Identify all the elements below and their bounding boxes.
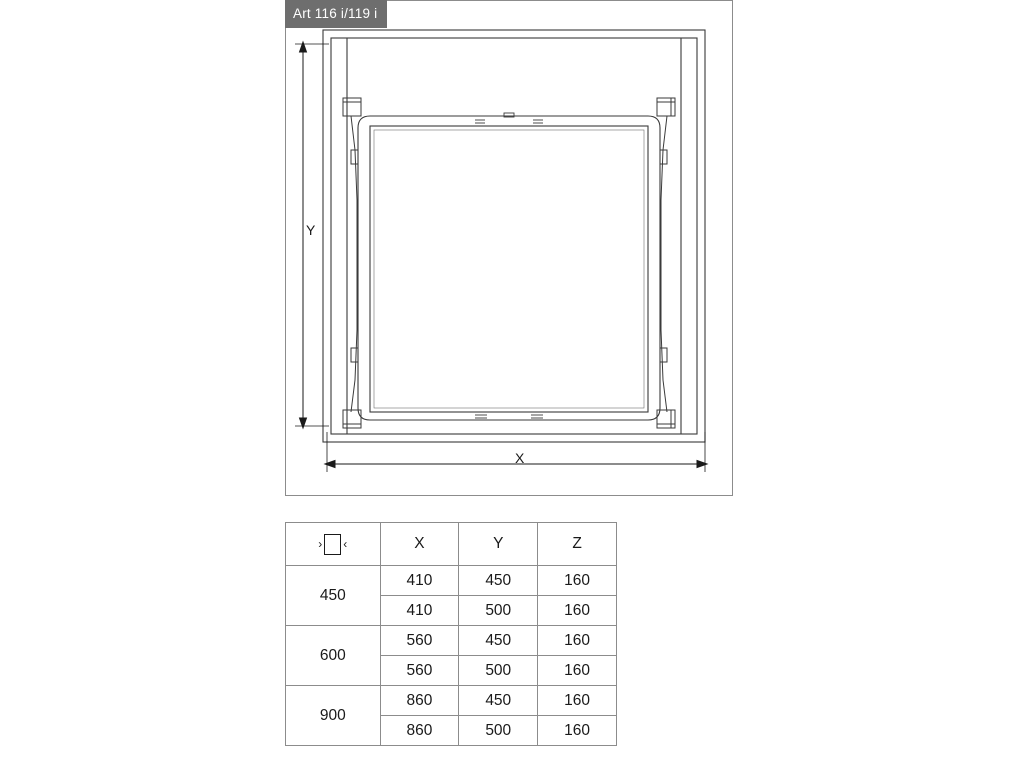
cell-z: 160 (538, 716, 617, 746)
cell-x: 410 (380, 596, 459, 626)
dimension-label-y: Y (306, 222, 316, 238)
table-row (286, 566, 617, 596)
cell-width: 900 (286, 686, 381, 746)
cell-x: 860 (380, 716, 459, 746)
cell-width: 450 (286, 566, 381, 626)
cell-z: 160 (538, 626, 617, 656)
header-z: Z (538, 523, 617, 566)
cell-width: 600 (286, 626, 381, 686)
arrow-right-icon: › (318, 537, 323, 551)
cell-x: 560 (380, 626, 459, 656)
header-y: Y (459, 523, 538, 566)
table-row (286, 626, 617, 656)
cell-y: 500 (459, 656, 538, 686)
cell-y: 500 (459, 716, 538, 746)
cabinet-box-icon (324, 534, 341, 555)
cell-x: 560 (380, 656, 459, 686)
header-width-icon (286, 523, 381, 566)
dimension-label-x: X (515, 450, 525, 466)
spec-table (285, 522, 617, 746)
width-icon (318, 534, 347, 555)
cell-z: 160 (538, 596, 617, 626)
cell-x: 860 (380, 686, 459, 716)
cell-y: 450 (459, 566, 538, 596)
cell-z: 160 (538, 566, 617, 596)
technical-drawing (285, 0, 733, 496)
cell-y: 450 (459, 686, 538, 716)
cell-y: 450 (459, 626, 538, 656)
table-header-row (286, 523, 617, 566)
arrow-left-icon: ‹ (343, 537, 348, 551)
cell-y: 500 (459, 596, 538, 626)
table-row (286, 686, 617, 716)
cell-x: 410 (380, 566, 459, 596)
panel-title-badge: Art 116 i/119 i (285, 0, 387, 28)
cell-z: 160 (538, 656, 617, 686)
cell-z: 160 (538, 686, 617, 716)
header-x: X (380, 523, 459, 566)
